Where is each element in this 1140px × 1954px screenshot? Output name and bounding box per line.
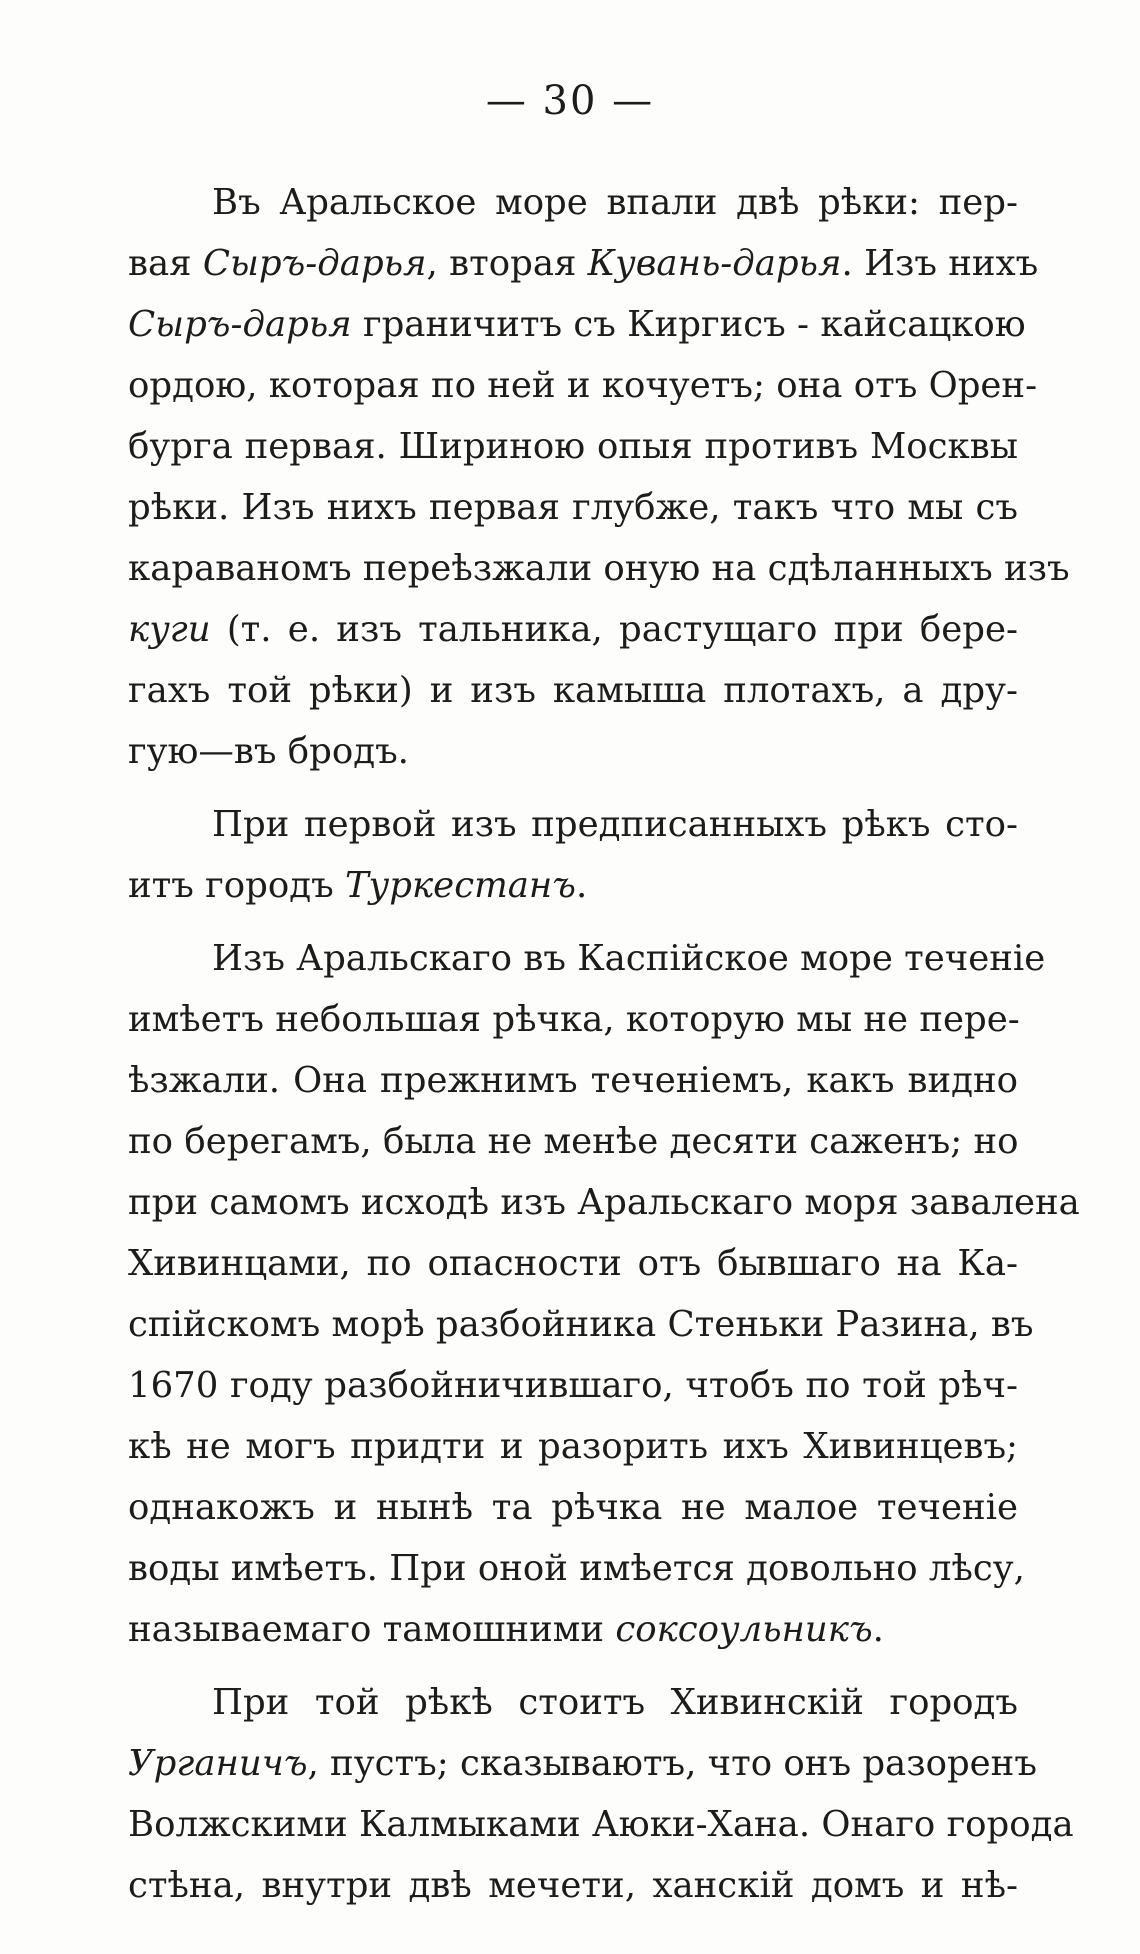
text-run: вая (128, 243, 203, 284)
text-line (128, 1294, 1034, 1355)
text-line (128, 660, 1018, 721)
paragraph (128, 1672, 1074, 1916)
text-run: стѣна, внутри двѣ мечети, ханскій домъ и нѣ- (128, 1865, 1018, 1906)
text-run: называемаго тамошними (128, 1609, 616, 1650)
text-line (128, 1855, 1018, 1916)
text-run: спійскомъ морѣ разбойника Стеньки Разина, въ (128, 1304, 1034, 1345)
text-run: Волжскими Калмыками Аюки-Хана. Онаго города (128, 1804, 1074, 1845)
text-line (128, 1733, 1037, 1794)
text-line (128, 1233, 1018, 1294)
italic-term: Кувань-дарья (587, 243, 842, 284)
text-line (128, 1172, 1080, 1233)
text-line (128, 794, 1018, 855)
text-line (128, 928, 1046, 989)
text-run: , пустъ; сказываютъ, что онъ разоренъ (307, 1743, 1037, 1784)
text-run: при самомъ исходѣ изъ Аральскаго моря завалена (128, 1182, 1080, 1223)
text-line (128, 1477, 1018, 1538)
text-line (128, 855, 1018, 916)
text-line (128, 1111, 1018, 1172)
text-run: воды имѣетъ. При оной имѣется довольно лѣсу, (128, 1548, 1025, 1589)
text-run: (т. е. изъ тальника, растущаго при бере- (210, 609, 1018, 650)
italic-term: Сыръ-дарья (128, 304, 352, 345)
text-run: . Изъ нихъ (841, 243, 1039, 284)
text-run: При первой изъ предписанныхъ рѣкъ сто- (212, 804, 1018, 845)
text-run: Изъ Аральскаго въ Каспійское море теченіе (212, 938, 1046, 979)
text-run: бурга первая. Шириною опыя противъ Москвы (128, 426, 1018, 467)
text-line (128, 355, 1038, 416)
paragraph (128, 794, 1018, 916)
paragraph (128, 928, 1080, 1660)
page-number: — 30 — (485, 78, 655, 124)
text-run: 1670 году разбойничившаго, чтобъ по той рѣч- (128, 1365, 1018, 1406)
text-line (128, 1416, 1018, 1477)
text-run: При той рѣкѣ стоитъ Хивинскій городъ (212, 1682, 1018, 1723)
text-run: кѣ не могъ придти и разорить ихъ Хивинцевъ; (128, 1426, 1018, 1467)
text-run: однакожъ и нынѣ та рѣчка не малое теченіе (128, 1487, 1018, 1528)
body-text (128, 172, 1080, 1916)
text-run: гахъ той рѣки) и изъ камыша плотахъ, а дру- (128, 670, 1018, 711)
text-run: . (872, 1609, 884, 1650)
text-line (128, 233, 1039, 294)
text-line (128, 1050, 1018, 1111)
text-line (128, 1538, 1025, 1599)
text-line (128, 416, 1018, 477)
italic-term: Урганичъ (128, 1743, 308, 1784)
text-line (128, 1355, 1018, 1416)
italic-term: Сыръ-дарья (202, 243, 427, 284)
text-line (128, 172, 1018, 233)
italic-term: соксоульникъ (615, 1609, 873, 1650)
text-run: итъ городъ (128, 865, 345, 906)
text-run: по берегамъ, была не менѣе десяти саженъ; но (128, 1121, 1019, 1162)
text-run: имѣетъ небольшая рѣчка, которую мы не пере- (128, 999, 1020, 1040)
text-run: граничитъ съ Киргисъ - кайсацкою (351, 304, 1026, 345)
italic-term: куги (128, 609, 211, 650)
text-line (128, 1794, 1074, 1855)
italic-term: Туркестанъ (344, 865, 576, 906)
text-line (128, 989, 1018, 1050)
text-line (128, 1599, 1018, 1660)
text-run: ордою, которая по ней и кочуетъ; она отъ Орен- (128, 365, 1038, 406)
paragraph (128, 172, 1070, 782)
text-line (128, 294, 1026, 355)
text-run: рѣки. Изъ нихъ первая глубже, такъ что мы съ (128, 487, 1018, 528)
text-run: . (575, 865, 588, 906)
text-line (128, 477, 1018, 538)
text-run: Хивинцами, по опасности отъ бывшаго на Ка- (128, 1243, 1018, 1284)
text-line (128, 599, 1018, 660)
text-run: гую—въ бродъ. (128, 731, 409, 772)
text-run: караваномъ переѣзжали оную на сдѣланныхъ изъ (128, 548, 1070, 589)
text-line (128, 1672, 1018, 1733)
text-run: ѣзжали. Она прежнимъ теченіемъ, какъ видно (128, 1060, 1018, 1101)
text-line (128, 721, 1018, 782)
text-run: Въ Аральское море впали двѣ рѣки: пер- (212, 182, 1018, 223)
text-run: , вторая (426, 243, 588, 284)
text-line (128, 538, 1070, 599)
